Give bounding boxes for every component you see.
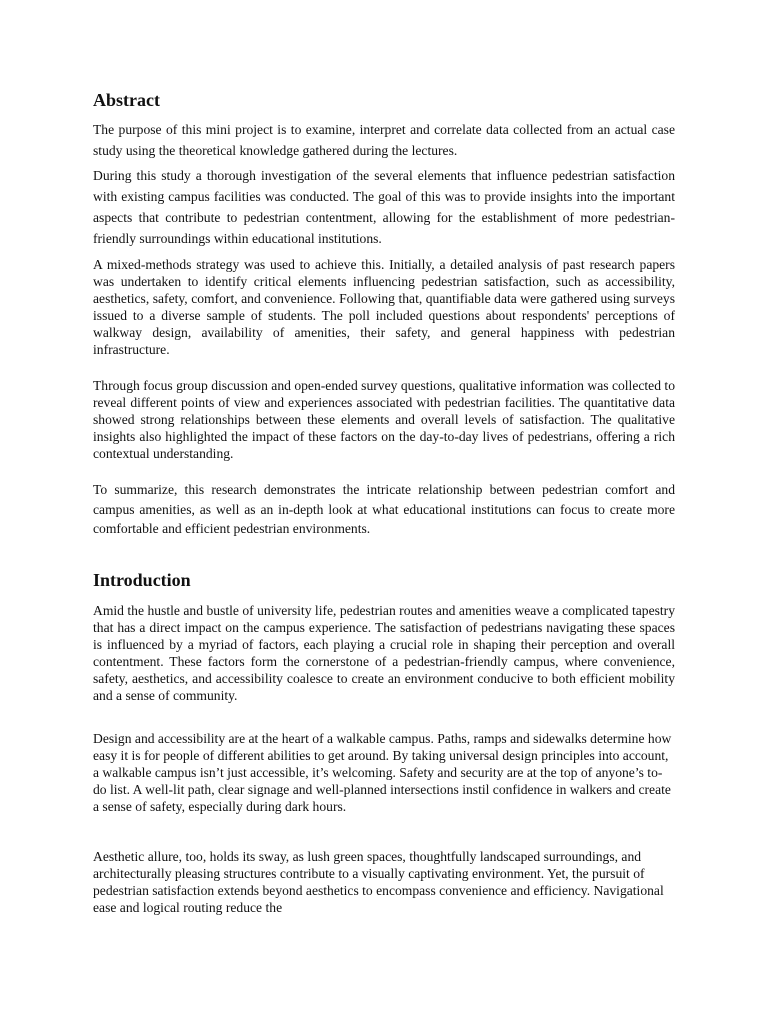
abstract-paragraph-2: During this study a thorough investigation of the several elements that influence pedestrian satisfaction with existing campus facilities was conducted. The goal of this was to provide insights into the important aspects that contribute to pedestrian contentment, allowing for the establishment of more pedestrian-friendly surroundings within educational institutions. (93, 168, 675, 246)
abstract-paragraph-4: Through focus group discussion and open-ended survey questions, qualitative information was collected to reveal different points of view and experiences associated with pedestrian facilities. The quantitative data showed strong relationships between these elements and overall levels of satisfaction. The qualitative insights also highlighted the impact of these factors on the day-to-day lives of pedestrians, offering a rich contextual understanding. (93, 378, 675, 461)
introduction-paragraph-2: Design and accessibility are at the heart of a walkable campus. Paths, ramps and sidewalks determine how easy it is for people of different abilities to get around. By taking universal design principles into account, a walkable campus isn’t just accessible, it’s welcoming. Safety and security are at the top of anyone’s to-do list. A well-lit path, clear signage and well-planned intersections instil confidence in walkers and create a sense of safety, especially during dark hours. (93, 731, 672, 814)
introduction-paragraph-3: Aesthetic allure, too, holds its sway, as lush green spaces, thoughtfully landscaped surroundings, and architecturally pleasing structures contribute to a visually captivating environment. Yet, the pursuit of pedestrian satisfaction extends beyond aesthetics to encompass convenience and efficiency. Navigational ease and logical routing reduce the (93, 849, 664, 915)
abstract-paragraph-3: A mixed-methods strategy was used to achieve this. Initially, a detailed analysis of past research papers was undertaken to identify critical elements influencing pedestrian satisfaction, such as accessibility, aesthetics, safety, comfort, and convenience. Following that, quantifiable data were gathered using surveys issued to a diverse sample of students. The poll included questions about respondents' perceptions of walkway design, availability of amenities, their safety, and general happiness with pedestrian infrastructure. (93, 257, 675, 357)
introduction-heading: Introduction (93, 570, 191, 590)
abstract-heading: Abstract (93, 90, 160, 110)
abstract-paragraph-1: The purpose of this mini project is to examine, interpret and correlate data collected from an actual case study using the theoretical knowledge gathered during the lectures. (93, 122, 675, 158)
abstract-paragraph-5: To summarize, this research demonstrates the intricate relationship between pedestrian comfort and campus amenities, as well as an in-depth look at what educational institutions can focus to create more comfortable and efficient pedestrian environments. (93, 482, 675, 536)
introduction-paragraph-1: Amid the hustle and bustle of university life, pedestrian routes and amenities weave a complicated tapestry that has a direct impact on the campus experience. The satisfaction of pedestrians navigating these spaces is influenced by a myriad of factors, each playing a crucial role in shaping their perception and overall contentment. These factors form the cornerstone of a pedestrian-friendly campus, where convenience, safety, aesthetics, and accessibility coalesce to create an environment conducive to both efficient mobility and a sense of community. (93, 603, 675, 703)
